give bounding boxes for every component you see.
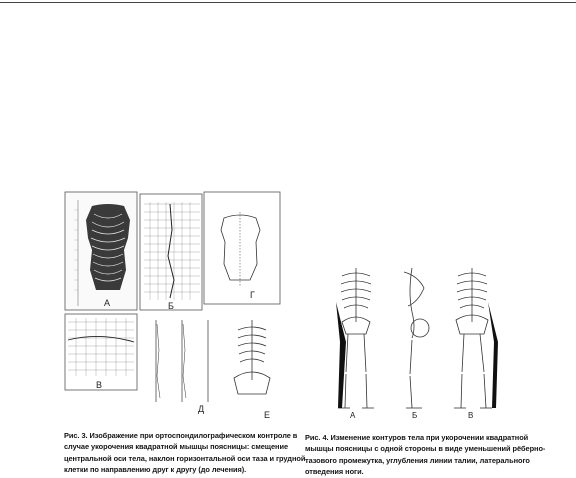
caption-line: отведения ноги. [305,467,364,477]
caption-line: центральной оси тела, наклон горизонтальной оси таза и грудной [64,453,306,463]
panel-b [140,194,202,311]
panel-d [140,316,222,416]
panel-label-e: Е [264,410,271,420]
figure-3-image [64,190,286,426]
panel-label-a: А [104,298,111,308]
panel-label-a: А [350,411,356,420]
panel-a [65,192,137,310]
figure-3-caption [64,430,306,476]
panel-g [204,192,280,304]
figure-4-svg [328,262,504,420]
panel-v [65,314,137,390]
caption-line: тазового промежутка, углубления линии талии, латерального [305,455,530,465]
figure-4-caption [305,432,545,478]
caption-line: мышцы поясницы с одной стороны в виде уменьшений рёберно- [305,444,546,454]
panel-label-b: Б [168,301,174,311]
panel-e [224,306,282,422]
panel-label-d: Д [198,404,205,414]
figure-4-image [328,262,504,420]
panel-label-b: Б [412,411,418,420]
caption-line: Рис. 4. Изменение контуров тела при укорочении квадратной [305,433,529,442]
caption-line: клетки по направлению друг к другу (до лечения). [64,465,247,475]
panel-label-v: В [468,411,474,420]
panel-label-v: В [96,380,103,390]
panel-label-g: Г [250,290,255,300]
caption-line: случае укорочения квадратной мышцы поясницы: смещение [64,442,289,452]
top-rule [0,2,576,3]
figure-3-svg [64,190,286,426]
caption-line: Рис. 3. Изображение при ортоспондилографическом контроле в [64,431,298,440]
